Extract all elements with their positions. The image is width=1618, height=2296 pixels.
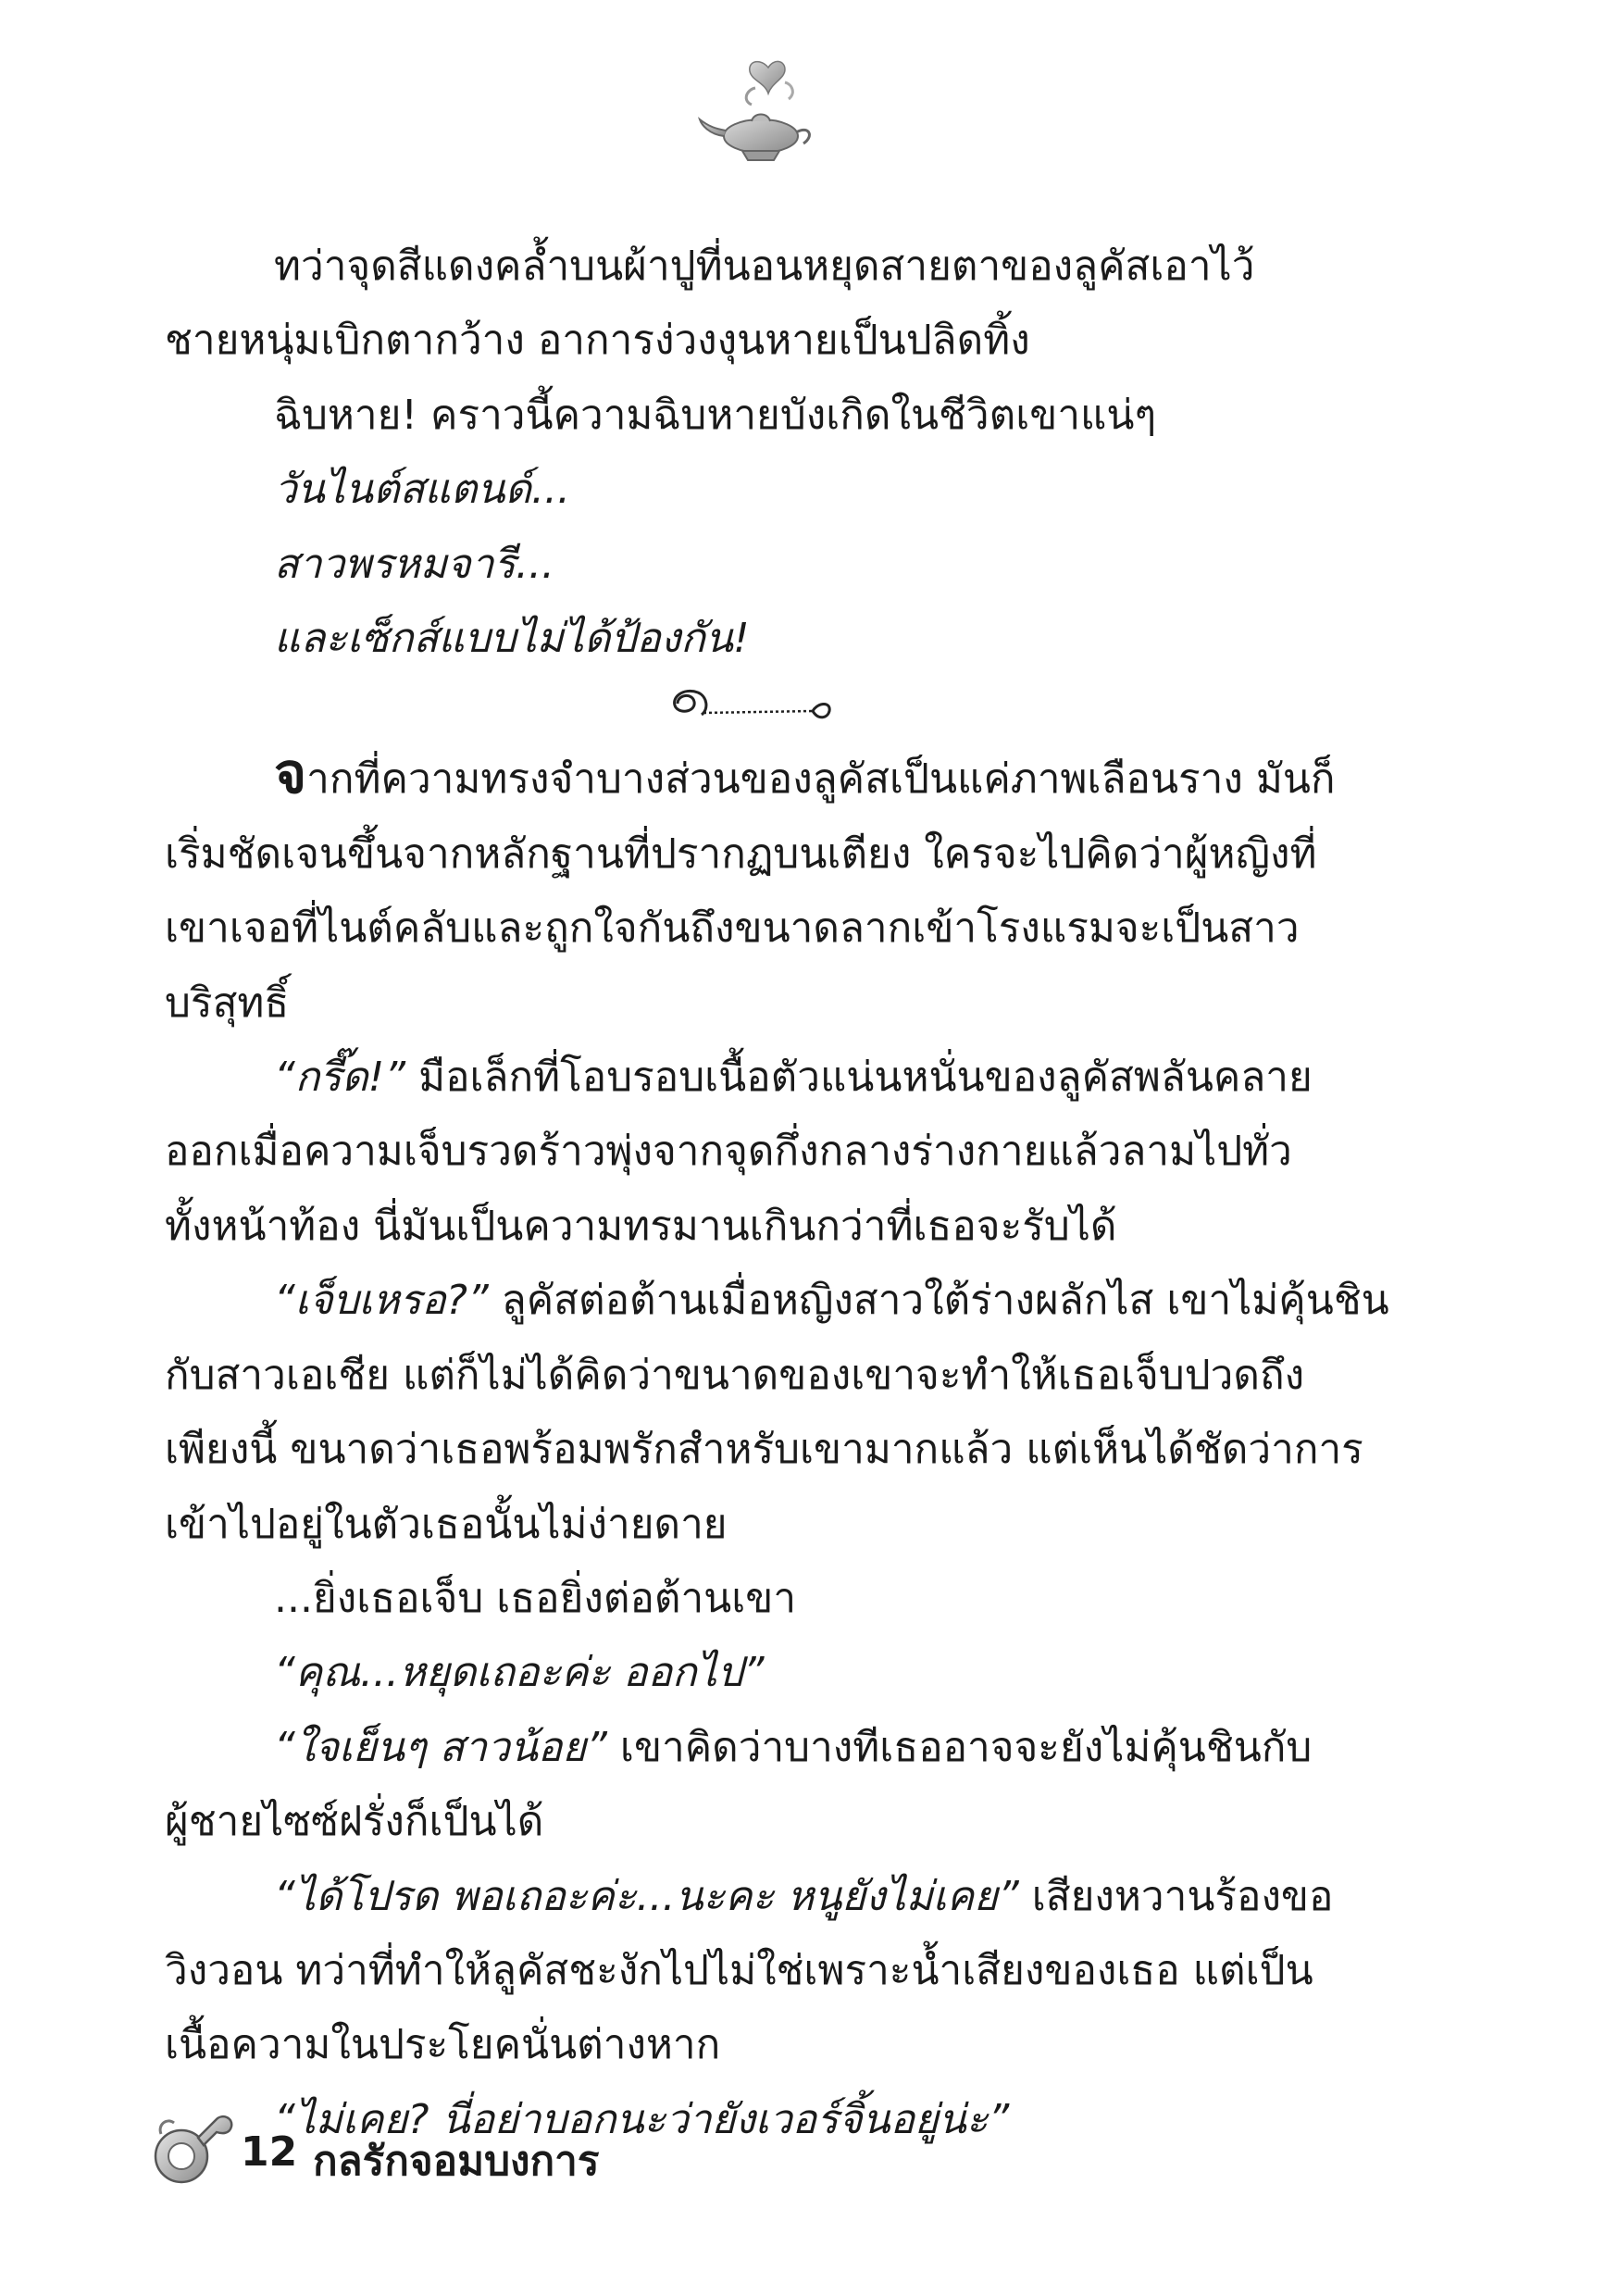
page-number: 12 (241, 2128, 298, 2176)
text-line (165, 1339, 1357, 1413)
dialogue-text: สาวพรหมจารี... (274, 540, 554, 588)
genie-lamp-ornament-icon (696, 51, 826, 171)
text-line (165, 1785, 1357, 1859)
text-line (165, 1264, 1389, 1338)
narration-text: ากที่ความทรงจำบางส่วนของลูคัสเป็นแค่ภาพเลือนราง มันก็ (306, 755, 1336, 804)
narration-text: เข้าไปอยู่ในตัวเธอนั้นไม่ง่ายดาย (165, 1500, 728, 1548)
narration-text: เขาเจอที่ไนต์คลับและถูกใจกันถึงขนาดลากเข้าโรงแรมจะเป็นสาว (165, 905, 1300, 953)
narration-text: วิงวอน ทว่าที่ทำให้ลูคัสชะงักไปไม่ใช่เพราะน้ำเสียงของเธอ แต่เป็น (165, 1946, 1313, 1994)
text-line (165, 602, 1357, 676)
swirl-heart-divider-icon (650, 681, 853, 728)
text-line (165, 453, 1357, 527)
narration-text: มือเล็กที่โอบรอบเนื้อตัวแน่นหนั่นของลูคัสพลันคลาย (405, 1054, 1313, 1102)
text-line (165, 528, 1357, 602)
narration-text: เริ่มชัดเจนขึ้นจากหลักฐานที่ปรากฏบนเตียง ใครจะไปคิดว่าผู้หญิงที่ (165, 830, 1317, 878)
narration-text: ชายหนุ่มเบิกตากว้าง อาการง่วงงุนหายเป็นปลิดทิ้ง (165, 317, 1030, 365)
text-line (165, 2008, 1357, 2082)
text-line (165, 379, 1357, 453)
narration-text: เพียงนี้ ขนาดว่าเธอพร้อมพรักสำหรับเขามากแล้ว แต่เห็นได้ชัดว่าการ (165, 1426, 1363, 1474)
narration-text: เนื้อความในประโยคนั่นต่างหาก (165, 2021, 721, 2069)
text-line (165, 967, 1357, 1041)
narration-text: บริสุทธิ์ (165, 979, 290, 1027)
pacifier-icon (148, 2106, 241, 2188)
drop-cap: จ (274, 742, 307, 807)
text-line (165, 817, 1357, 892)
text-line (165, 1562, 1357, 1636)
dialogue-text: “ไม่เคย? นี่อย่าบอกนะว่ายังเวอร์จิ้นอยู่น่ะ” (274, 2095, 1010, 2143)
text-line (165, 1860, 1357, 1934)
text-line (165, 1041, 1357, 1115)
dialogue-text: และเซ็กส์แบบไม่ได้ป้องกัน! (274, 615, 750, 663)
text-line (165, 1636, 1357, 1710)
dialogue-text: “ได้โปรด พอเถอะค่ะ...นะคะ หนูยังไม่เคย” (274, 1872, 1019, 1920)
text-line (165, 742, 1357, 817)
text-line (165, 1488, 1357, 1562)
narration-text: เสียงหวานร้องขอ (1018, 1872, 1334, 1920)
dialogue-text: “กรี๊ด!” (274, 1054, 406, 1102)
dialogue-text: “เจ็บเหรอ?” (274, 1277, 489, 1325)
narration-text: ผู้ชายไซซ์ฝรั่งก็เป็นได้ (165, 1798, 544, 1846)
text-line (165, 1934, 1357, 2008)
narration-text: ออกเมื่อความเจ็บรวดร้าวพุ่งจากจุดกึ่งกลางร่างกายแล้วลามไปทั่ว (165, 1128, 1292, 1176)
text-line (165, 304, 1357, 378)
section-divider (165, 676, 1357, 742)
text-line (165, 1190, 1357, 1264)
narration-text: ฉิบหาย! คราวนี้ความฉิบหายบังเกิดในชีวิตเขาแน่ๆ (274, 391, 1157, 439)
text-line (165, 230, 1357, 304)
narration-text: เขาคิดว่าบางทีเธออาจจะยังไม่คุ้นชินกับ (606, 1723, 1313, 1771)
text-line (165, 1711, 1357, 1785)
text-line (165, 1413, 1363, 1487)
text-line (165, 1115, 1357, 1189)
dialogue-text: “ใจเย็นๆ สาวน้อย” (274, 1723, 607, 1771)
narration-text: ทั้งหน้าท้อง นี่มันเป็นความทรมานเกินกว่าที่เธอจะรับได้ (165, 1202, 1117, 1250)
narration-text: กับสาวเอเชีย แต่ก็ไม่ได้คิดว่าขนาดของเขาจะทำให้เธอเจ็บปวดถึง (165, 1351, 1305, 1399)
body-text (165, 230, 1389, 2157)
dialogue-text: วันไนต์สแตนด์... (274, 466, 570, 514)
book-title: กลรักจอมบงการ (313, 2138, 600, 2185)
narration-text: ทว่าจุดสีแดงคล้ำบนผ้าปูที่นอนหยุดสายตาของลูคัสเอาไว้ (274, 243, 1255, 290)
dialogue-text: “คุณ...หยุดเถอะค่ะ ออกไป” (274, 1649, 765, 1697)
narration-text: ลูคัสต่อต้านเมื่อหญิงสาวใต้ร่างผลักไส เขาไม่คุ้นชิน (488, 1277, 1389, 1325)
text-line (165, 892, 1357, 966)
page-footer (148, 2106, 981, 2190)
narration-text: ...ยิ่งเธอเจ็บ เธอยิ่งต่อต้านเขา (274, 1574, 797, 1622)
